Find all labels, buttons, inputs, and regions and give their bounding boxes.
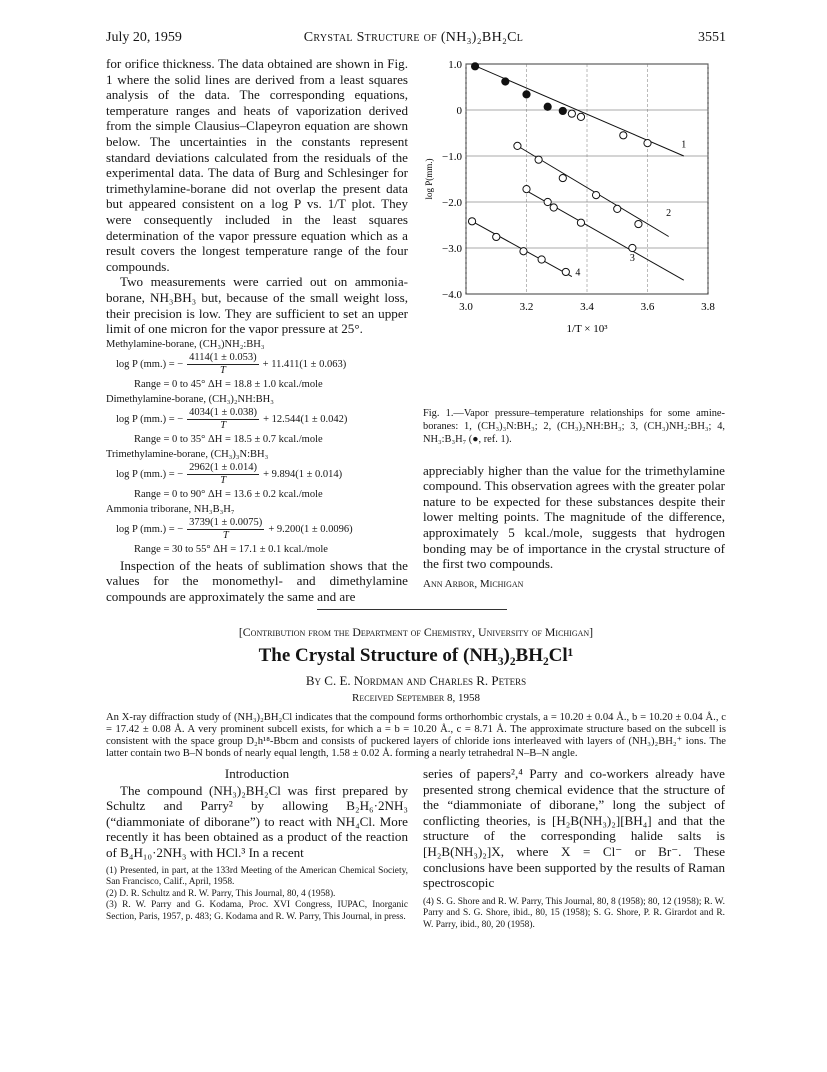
series-label: 3 [629,252,635,264]
data-point-open [577,219,584,226]
data-point-open [520,248,527,255]
equation-row [116,517,408,542]
y-axis-label: log P(mm.) [424,158,434,200]
data-point-open [592,192,599,199]
page-date: July 20, 1959 [106,30,182,45]
paragraph: Two measurements were carried out on ammonia-borane, NH₃BH₃ but, because of the small weight loss, their precision is low. They are sufficient to set an upper limit of one micron for the vapor pressure at 25°. [106,274,408,337]
equation-range: Range = 0 to 45° ΔH = 18.8 ± 1.0 kcal./mole [134,378,323,390]
x-axis-label: 1/T × 10³ [566,323,608,335]
article-title: The Crystal Structure of (NH₃)₂BH₂Cl¹ [258,645,574,666]
series-label: 2 [666,207,672,219]
fraction-numerator: 3739(1 ± 0.0075) [189,516,263,528]
data-point-open [535,156,542,163]
y-tick-label: −1.0 [442,151,462,163]
equation-title: Methylamine-borane, (CH₃)NH₂:BH₃ [106,338,265,350]
x-tick-label: 3.8 [701,301,715,313]
y-tick-label: 1.0 [448,59,462,71]
equation-title: Ammonia triborane, NH₃B₃H₇ [106,503,235,515]
equation-range: Range = 30 to 55° ΔH = 17.1 ± 0.1 kcal./mole [134,543,328,555]
footnote: (2) D. R. Schultz and R. W. Parry, This Journal, 80, 4 (1958). [106,888,336,899]
fraction-denominator: T [220,474,227,486]
data-point-open [544,198,551,205]
data-point-open [614,205,621,212]
footnotes [423,897,725,932]
paragraph: for orifice thickness. The data obtained are shown in Fig. 1 where the solid lines are derived from a least squares analysis of the data. The corresponding equations, temperature ranges and heats of vaporization derived from the simple Clausius–Clapeyron equation are shown below. The uncertainties in the constants represent standard deviations calculated from the residuals of the experimental data. The data of Burg and Schlesinger for trimethylamine-borane did not overlap the present data but appeared consistent on a log P vs. 1/T plot. They were consequently included in the least squares determination of the vapor pressure equation which as a result covers the longest temperature range of the four compounds. [106,56,408,274]
equations-block [106,338,408,556]
equation-range: Range = 0 to 35° ΔH = 18.5 ± 0.7 kcal./mole [134,433,323,445]
x-tick-label: 3.0 [459,301,473,313]
received-date: Received September 8, 1958 [352,692,480,704]
equation-row [116,352,408,377]
y-tick-label: −3.0 [442,243,462,255]
divider [317,609,507,610]
data-point-open [562,268,569,275]
x-tick-label: 3.6 [640,301,655,313]
equation-fraction [187,462,259,487]
data-point-open [550,204,557,211]
equation-title: Dimethylamine-borane, (CH₃)₂NH:BH₃ [106,393,274,405]
equation-fraction [187,407,259,432]
data-point-filled [471,63,478,70]
data-point-filled [523,91,530,98]
equation-rhs: + 9.200(1 ± 0.0096) [268,523,353,535]
equation-lhs: log P (mm.) = − [116,358,184,370]
equation-fraction [187,352,259,377]
equation-row [116,462,408,487]
data-point-open [468,218,475,225]
fraction-denominator: T [220,419,227,431]
series-label: 1 [681,139,687,151]
equation-lhs: log P (mm.) = − [116,523,184,535]
equation-lhs: log P (mm.) = − [116,413,184,425]
paragraph: appreciably higher than the value for the trimethylamine compound. This observation agrees with the greater polar nature to be expected for these substances despite their lower melting points. The magnitude of the difference, approximately 5 kcal./mole, suggests that hydrogen bonding may be of importance in the crystal structure of the first two compounds. [423,462,725,572]
equation-title: Trimethylamine-borane, (CH₃)₃N:BH₃ [106,448,269,460]
footnote: (1) Presented, in part, at the 133rd Meeting of the American Chemical Society, San Francisco, Calif., April, 1958. [106,865,408,888]
y-tick-label: −2.0 [442,197,462,209]
fraction-denominator: T [222,529,229,541]
equation-rhs: + 11.411(1 ± 0.063) [262,358,347,370]
fraction-numerator: 4034(1 ± 0.038) [189,406,258,418]
equation-rhs: + 12.544(1 ± 0.042) [263,413,348,425]
abstract: An X-ray diffraction study of (NH₃)₂BH₂Cl indicates that the compound forms orthorhombic crystals, a = 10.20 ± 0.04 Å., b = 10.20 ± 0.04 Å., c = 17.42 ± 0.08 Å. A very prominent subcell exists, for which a = b = 10.20 Å., c = 8.71 Å. The approximate structure based on the subcell is consistent with the space group D₂h¹⁸-Bbcm and consists of puckered layers of chloride ions interleaved with layers of (NH₃)₂BH₂⁺ ions. The latter contain two B–N bonds of nearly equal length, 1.58 ± 0.02 Å. forming a nearly tetrahedral N–B–N angle. [106,712,726,759]
data-point-filled [544,103,551,110]
y-tick-label: 0 [456,105,462,117]
footnote: (4) S. G. Shore and R. W. Parry, This Journal, 80, 8 (1958); 80, 12 (1958); R. W. Parry and S. G. Shore, ibid., 80, 15 (1958); S. G. Shore, P. R. Girardot and R. W. Parry, ibid., 80, 20 (1958). [423,896,725,930]
data-point-filled [502,78,509,85]
data-point-open [514,142,521,149]
data-point-open [559,174,566,181]
contribution-line: [Contribution from the Department of Chemistry, University of Michigan] [238,625,594,639]
equation-fraction [187,517,264,542]
fraction-denominator: T [220,364,226,376]
paragraph: The compound (NH₃)₂BH₂Cl was first prepared by Schultz and Parry² by allowing B₂H₆·2NH₃ (“diammoniate of diborane”) to react with NH₄Cl. More recently it has been obtained as a product of the reaction of B₄H₁₀·2NH₃ with HCl.³ In a recent [106,782,408,860]
page-number: 3551 [698,30,726,45]
paragraph: Inspection of the heats of sublimation shows that the values for the monomethyl- and dimethylamine compounds are approximately the same and are [106,557,408,604]
data-point-open [568,110,575,117]
vapor-pressure-chart [418,50,728,378]
footnote: (3) R. W. Parry and G. Kodama, Proc. XVI Congress, IUPAC, Inorganic Section, Paris, 1957, p. 483; G. Kodama and R. W. Parry, This Journal, in press. [106,900,408,922]
equation-lhs: log P (mm.) = − [116,468,184,480]
intro-left-column [106,766,408,924]
data-point-open [538,256,545,263]
data-point-filled [559,107,566,114]
intro-right-column [423,766,725,932]
location: Ann Arbor, Michigan [423,577,524,590]
right-column [423,407,725,590]
equation-rhs: + 9.894(1 ± 0.014) [263,468,343,480]
equation-row [116,407,408,432]
figure-caption: Fig. 1.—Vapor pressure–temperature relationships for some amine-boranes: 1, (CH₃)₃N:BH₃; 2, (CH₃)₂NH:BH₃; 3, (CH₃)NH₂:BH₃; 4, NH₃:B₃H₇ (●, ref. 1). [423,408,725,446]
data-point-open [577,113,584,120]
data-point-open [644,140,651,147]
paragraph: series of papers²,⁴ Parry and co-workers already have presented strong chemical evidence that the structure of the “diammoniate of diborane,” long the subject of conflicting theories, is [H₂B(NH₃)₂][BH₄] and that the structure of the corresponding halide salts is [H₂B(NH₃)₂]X, where X = Cl⁻ or Br⁻. These conclusions have been supported by the results of Raman spectroscopic [423,766,725,891]
y-tick-label: −4.0 [442,289,462,301]
x-tick-label: 3.4 [580,301,594,313]
section-heading: Introduction [224,766,290,781]
footnotes [106,866,408,924]
data-point-open [635,220,642,227]
data-point-open [523,186,530,193]
authors: By C. E. Nordman and Charles R. Peters [305,673,527,688]
series-label: 4 [575,267,581,279]
left-column [106,56,408,604]
equation-range: Range = 0 to 90° ΔH = 13.6 ± 0.2 kcal./mole [134,488,323,500]
data-point-open [629,244,636,251]
running-title: Crystal Structure of (NH₃)₂BH₂Cl [303,30,524,45]
fraction-numerator: 2962(1 ± 0.014) [189,461,258,473]
data-point-open [620,132,627,139]
fraction-numerator: 4114(1 ± 0.053) [189,351,257,363]
x-tick-label: 3.2 [519,301,534,313]
data-point-open [493,233,500,240]
